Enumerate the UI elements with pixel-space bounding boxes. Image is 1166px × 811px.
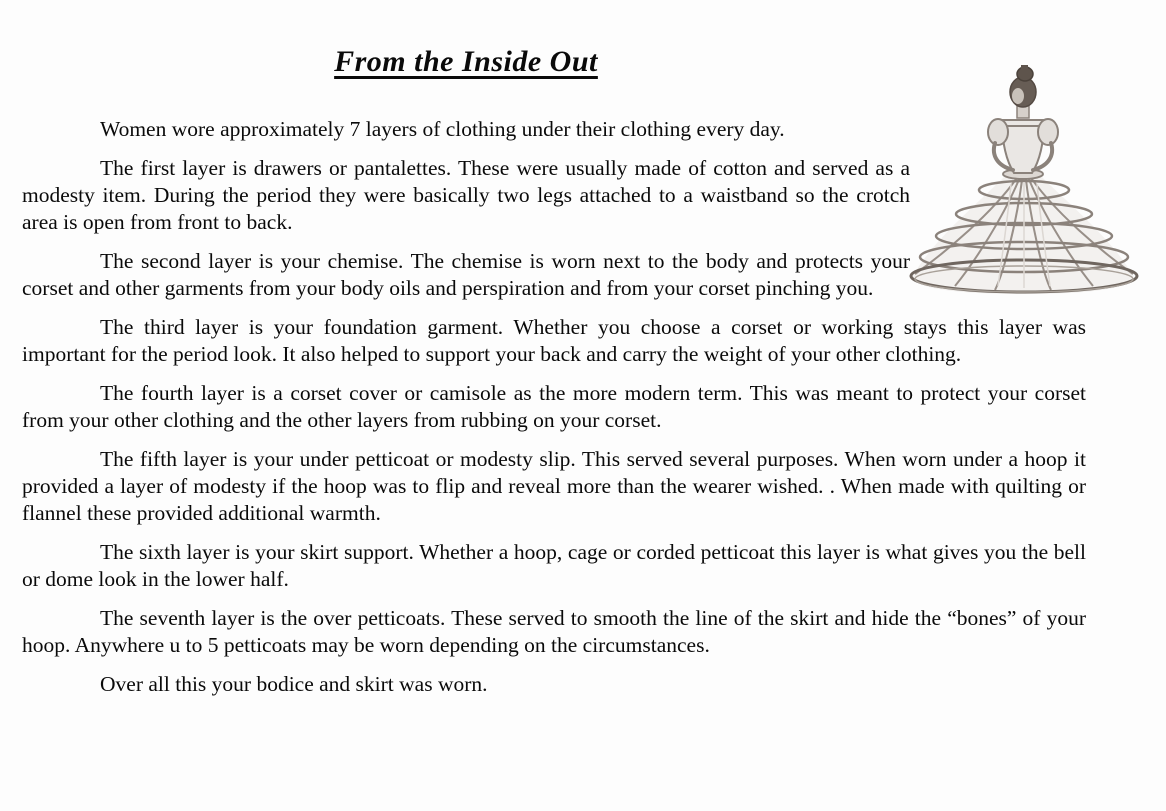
- paragraph-first-layer: The first layer is drawers or pantalettes. These were usually made of cotton and served as a modesty item. During the period they were basically two legs attached to a waistband so the crotch area is open from front to back.: [22, 156, 910, 234]
- paragraph-fourth-layer: The fourth layer is a corset cover or camisole as the more modern term. This was meant to protect your corset from your other clothing and the other layers from rubbing on your corset.: [22, 381, 1086, 432]
- paragraph-second-layer: The second layer is your chemise. The chemise is worn next to the body and protects your corset and other garments from your body oils and perspiration and from your corset pinching you.: [22, 249, 910, 300]
- paragraph-sixth-layer: The sixth layer is your skirt support. Whether a hoop, cage or corded petticoat this layer is what gives you the bell or dome look in the lower half.: [22, 540, 1086, 591]
- paragraph-third-layer: The third layer is your foundation garment. Whether you choose a corset or working stays this layer was important for the period look. It also helped to support your back and carry the weight of your other clothing.: [22, 315, 1086, 366]
- page-title-text: From the Inside Out: [334, 45, 598, 78]
- paragraph-closing: Over all this your bodice and skirt was worn.: [100, 672, 488, 696]
- page-title: [22, 45, 910, 79]
- paragraph-seventh-layer: The seventh layer is the over petticoats. These served to smooth the line of the skirt and hide the “bones” of your hoop. Anywhere u to 5 petticoats may be worn depending on the circumstances.: [22, 606, 1086, 657]
- cage-crinoline-illustration: [903, 64, 1153, 298]
- hoop-skirt-icon: [903, 64, 1153, 298]
- paragraph-intro: Women wore approximately 7 layers of clothing under their clothing every day.: [100, 117, 785, 141]
- paragraph-fifth-layer: The fifth layer is your under petticoat or modesty slip. This served several purposes. When worn under a hoop it provided a layer of modesty if the hoop was to flip and reveal more than the wearer wished. . When made with quilting or flannel these provided additional warmth.: [22, 447, 1086, 525]
